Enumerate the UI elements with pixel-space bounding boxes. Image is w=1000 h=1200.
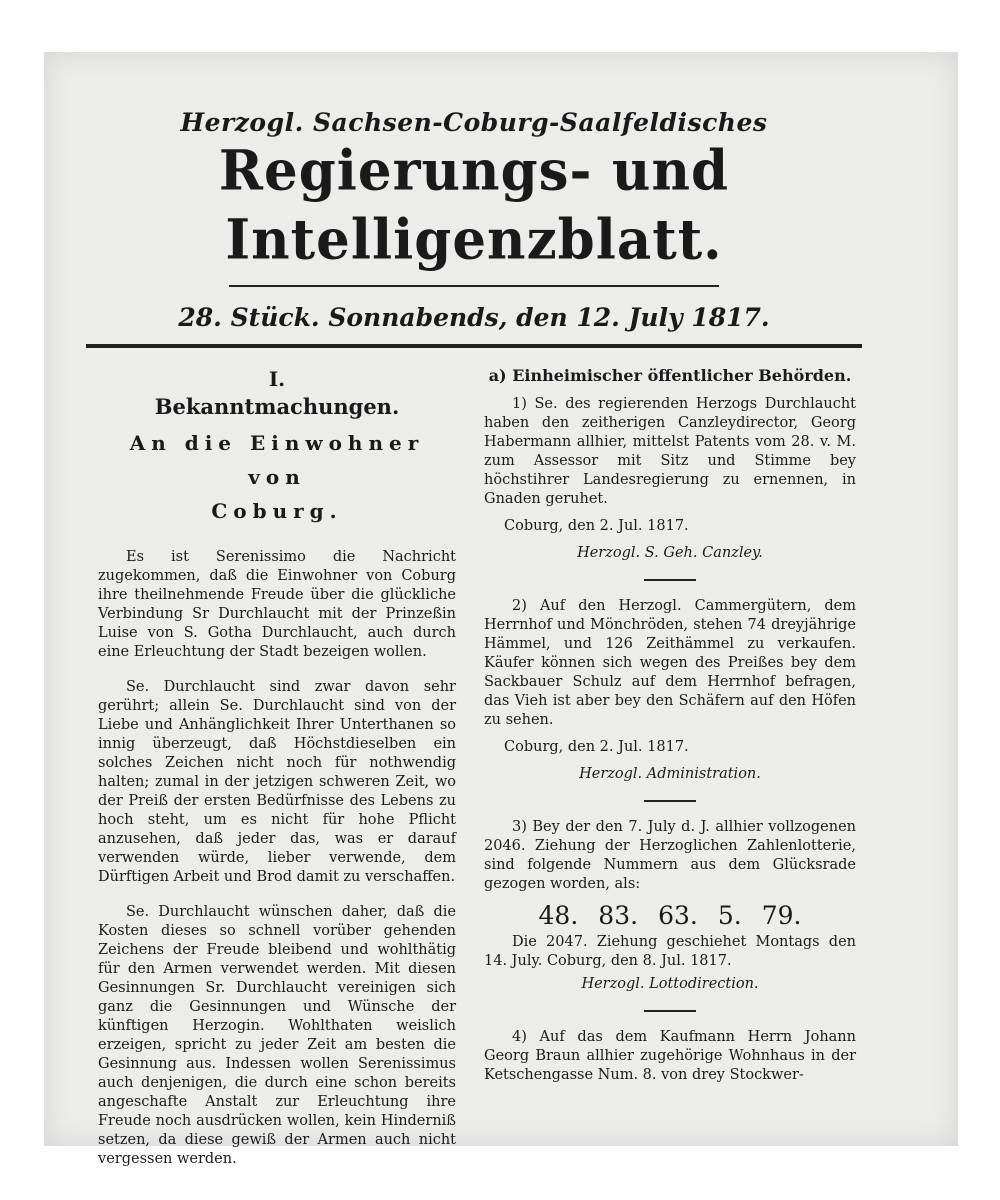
notice-2-text: 2) Auf den Herzogl. Cammergütern, dem Herrnhof und Mönchröden, stehen 74 dreyjährige Hämmel, und 126 Zeithämmel zu verkaufen. Käufer können sich wegen des Preißes bey dem Sackbauer Schulz auf dem Herrnhof befragen, das Vieh ist aber bey den Schäfern auf den Höfen zu sehen.: [484, 598, 856, 728]
notice-4-text: 4) Auf das dem Kaufmann Herrn Johann Georg Braun allhier zugehörige Wohnhaus in der Ketschengasse Num. 8. von drey Stockwer-: [484, 1029, 856, 1083]
left-column: [98, 366, 456, 1185]
notice-1-signature: Herzogl. S. Geh. Canzley.: [577, 545, 763, 561]
masthead-title: Regierungs- und Intelligenzblatt.: [218, 137, 730, 273]
right-column: [484, 366, 856, 1101]
lottery-number: 63.: [658, 901, 698, 930]
supertitle: Herzogl. Sachsen-Coburg-Saalfeldisches: [180, 108, 768, 137]
subsection-heading: a) Einheimischer öffentlicher Behörden.: [488, 366, 852, 385]
lottery-number: 48.: [538, 901, 579, 930]
notice-separator: [644, 579, 696, 581]
masthead-rule: [229, 285, 719, 287]
section-number: I.: [268, 367, 286, 391]
notice-separator: [644, 800, 696, 802]
lottery-number: 79.: [761, 901, 802, 930]
page-content: [86, 108, 862, 1167]
notice-3-text: 3) Bey der den 7. July d. J. allhier vollzogenen 2046. Ziehung der Herzoglichen Zahlenlotterie, sind folgende Nummern aus dem Glücksrade gezogen worden, als:: [484, 819, 856, 892]
notice-3-signature: Herzogl. Lottodirection.: [581, 976, 759, 992]
notice-3-followup: Die 2047. Ziehung geschiehet Montags den 14. July. Coburg, den 8. Jul. 1817.: [484, 934, 856, 969]
paragraph-3: Se. Durchlaucht wünschen daher, daß die Kosten dieses so schnell vorüber gehenden Zeichens der Freude bleibend und wohlthätig für den Armen verwendet werden. Mit diesen Gesinnungen Sr. Durchlaucht vereinigen sich ganz die Gesinnungen und Wünsche der künftigen Herzogin. Wohlthaten weislich erzeigen, spricht zu jeder Zeit am besten die Gesinnung aus. Indessen wollen Serenissimus auch denjenigen, die durch eine schon bereits angeschafte Anstalt zur Erleuchtung ihre Freude noch ausdrücken wollen, kein Hinderniß setzen, da diese gewiß der Armen auch nicht vergessen werden.: [98, 904, 456, 1167]
section-title: Bekanntmachungen.: [154, 394, 400, 419]
lottery-number: 5.: [717, 901, 742, 930]
paragraph-1: Es ist Serenissimo die Nachricht zugekommen, daß die Einwohner von Coburg ihre theilnehmende Freude über die glückliche Verbindung Sr Durchlaucht mit der Prinzeßin Luise von S. Gotha Durchlaucht, auch durch eine Erleuchtung der Stadt bezeigen wollen.: [98, 549, 456, 660]
address-line-1: An die Einwohner von: [129, 431, 425, 489]
lottery-numbers: [484, 901, 856, 930]
notice-2-dateline: Coburg, den 2. Jul. 1817.: [504, 739, 689, 755]
address-line-2: Coburg.: [211, 499, 343, 523]
notice-2-signature: Herzogl. Administration.: [579, 766, 761, 782]
header-divider: [86, 344, 862, 348]
lottery-number: 83.: [598, 901, 639, 930]
paragraph-2: Se. Durchlaucht sind zwar davon sehr gerührt; allein Se. Durchlaucht sind von der Liebe und Anhänglichkeit Ihrer Unterthanen so innig überzeugt, daß Höchstdieselben ein solches Zeichen nicht noch für nothwendig halten; zumal in der jetzigen schweren Zeit, wo der Preiß der ersten Bedürfnisse des Lebens zu hoch steht, um es nicht für hohe Pflicht anzusehen, daß jeder das, was er darauf verwenden würde, lieber verwende, dem Dürftigen Arbeit und Brod damit zu verschaffen.: [98, 679, 456, 885]
notice-separator: [644, 1010, 696, 1012]
issue-line: 28. Stück. Sonnabends, den 12. July 1817.: [178, 303, 770, 332]
notice-1-dateline: Coburg, den 2. Jul. 1817.: [504, 518, 689, 534]
notice-1-text: 1) Se. des regierenden Herzogs Durchlaucht haben den zeitherigen Canzleydirector, Georg Habermann allhier, mittelst Patents vom 28. v. M. zum Assessor mit Sitz und Stimme bey höchstihrer Landesregierung zu ernennen, in Gnaden geruhet.: [484, 396, 856, 507]
